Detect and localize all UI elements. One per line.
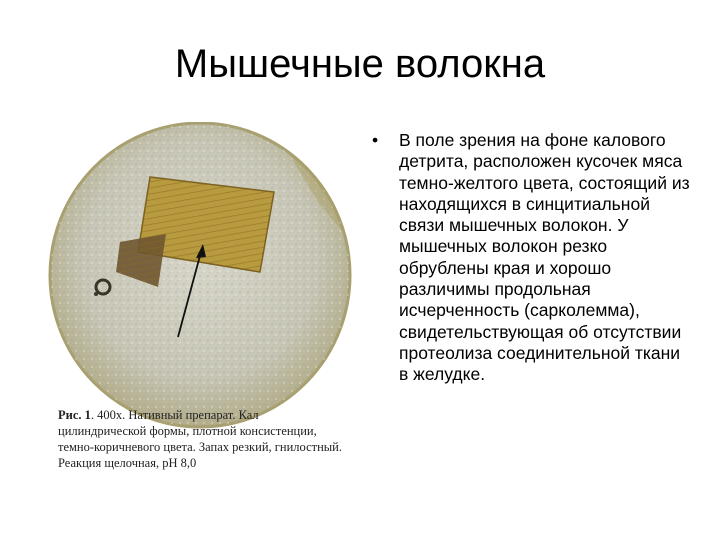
bullet-item bbox=[370, 130, 690, 386]
micrograph-figure bbox=[38, 122, 368, 484]
figure-caption-label: Рис. 1 bbox=[58, 408, 91, 422]
bullet-text: В поле зрения на фоне калового детрита, расположен кусочек мяса темно-желтого цвета, состоящий из находящихся в синцитиальной связи мышечных волокон. У мышечных волокон резко обрублены края и хорошо различимы продольная исчерченность (сарколемма), свидетельствующая об отсутствии протеолиза соединительной ткани в желудке. bbox=[399, 130, 690, 385]
bullet-marker: • bbox=[372, 130, 379, 150]
slide-title: Мышечные волокна bbox=[174, 42, 546, 86]
figure-caption bbox=[58, 407, 348, 482]
bullet-list bbox=[370, 130, 690, 386]
figure-caption-text: . 400х. Нативный препарат. Кал цилиндрической формы, плотной консистенции, темно-коричневого цвета. Запах резкий, гнилостный. Реакция щелочная, рН 8,0 bbox=[58, 408, 342, 470]
